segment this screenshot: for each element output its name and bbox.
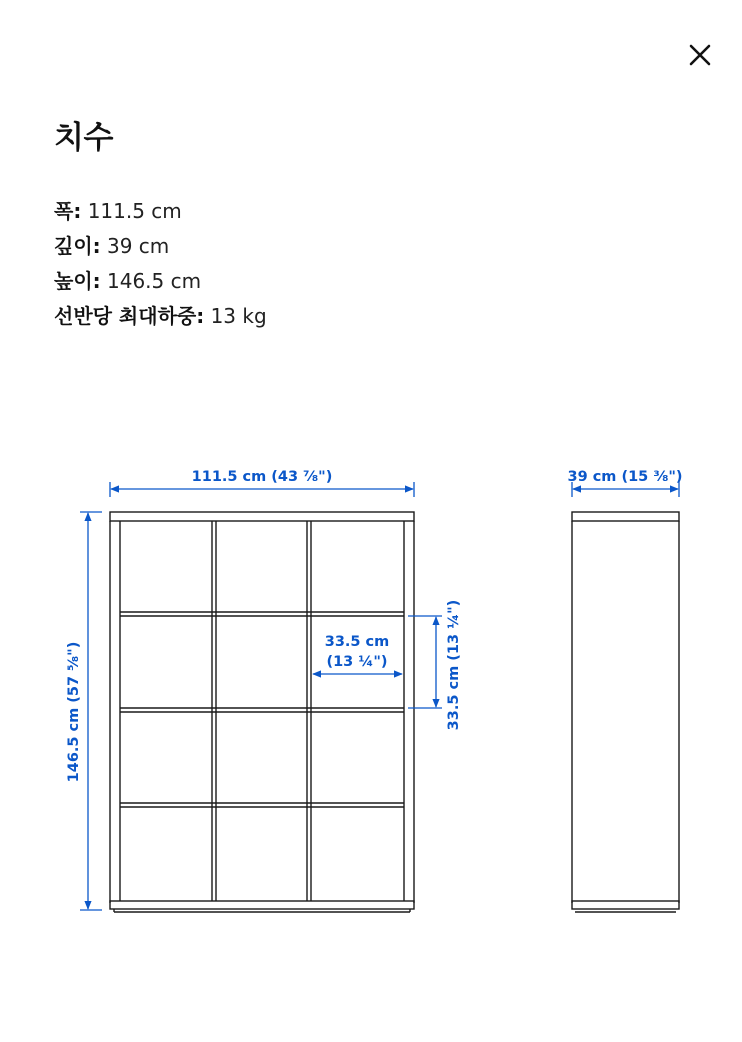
- shelf-side-view: [572, 512, 679, 912]
- dimension-diagram: [0, 440, 742, 940]
- spec-label: 선반당 최대하중:: [54, 304, 205, 328]
- compartment-width-label-line2: (13 ¼"): [326, 654, 388, 670]
- spec-label: 깊이:: [54, 234, 101, 258]
- side-top-panel: [572, 512, 679, 521]
- spec-value: 39 cm: [107, 234, 170, 258]
- width-dimension-label: 111.5 cm (43 ⅞"): [191, 469, 333, 485]
- close-icon: [688, 43, 712, 67]
- close-button[interactable]: [680, 35, 720, 75]
- depth-dimension-label: 39 cm (15 ⅜"): [567, 469, 683, 485]
- compartment-width-label-line1: 33.5 cm: [324, 634, 390, 650]
- height-dimension-label: 146.5 cm (57 ⅝"): [66, 641, 82, 783]
- spec-label: 폭:: [54, 199, 82, 223]
- top-panel: [110, 512, 414, 521]
- spec-value: 146.5 cm: [107, 269, 202, 293]
- shelf-front-view: [110, 512, 414, 912]
- vertical-dividers: [212, 521, 311, 901]
- bottom-panel: [110, 901, 414, 909]
- compartment-height-label: 33.5 cm (13 ¼"): [446, 599, 462, 731]
- spec-height: [54, 264, 267, 299]
- spec-label: 높이:: [54, 269, 101, 293]
- spec-value: 13 kg: [210, 304, 267, 328]
- side-bottom-panel: [572, 901, 679, 909]
- dimension-specs-list: [54, 194, 267, 334]
- spec-max-load: [54, 299, 267, 334]
- spec-depth: [54, 229, 267, 264]
- spec-value: 111.5 cm: [87, 199, 182, 223]
- page-title: 치수: [54, 120, 113, 156]
- dimension-lines: [80, 482, 679, 910]
- spec-width: [54, 194, 267, 229]
